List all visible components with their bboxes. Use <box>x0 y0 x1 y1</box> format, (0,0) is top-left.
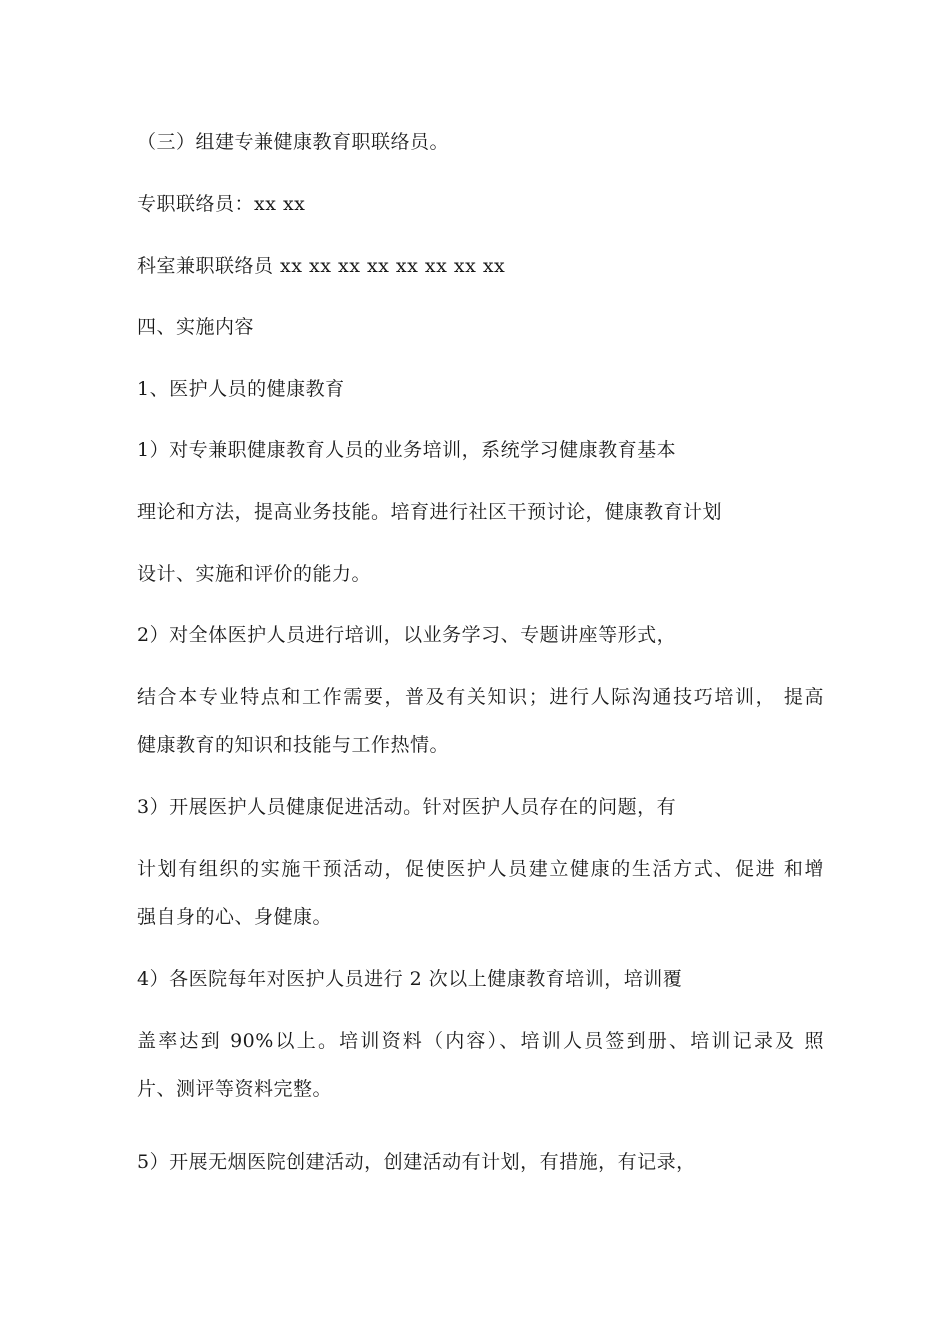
paragraph-line: 理论和方法，提高业务技能。培育进行社区干预讨论，健康教育计划 <box>137 501 723 523</box>
paragraph-line: 强自身的心、身健康。 <box>137 906 333 928</box>
paragraph-line: 4）各医院每年对医护人员进行 2 次以上健康教育培训，培训覆 <box>137 968 683 990</box>
section-heading-3: （三）组建专兼健康教育职联络员。 <box>137 131 450 153</box>
full-time-liaison-line: 专职联络员：xx xx <box>137 193 306 215</box>
paragraph-line: 计划有组织的实施干预活动，促使医护人员建立健康的生活方式、促进 和增 <box>137 858 824 880</box>
part-time-liaison-line: 科室兼职联络员 xx xx xx xx xx xx xx xx <box>137 255 506 277</box>
subheading-1: 1、医护人员的健康教育 <box>137 378 345 400</box>
chapter-heading-4: 四、实施内容 <box>137 316 255 338</box>
paragraph-line: 片、测评等资料完整。 <box>137 1078 333 1100</box>
paragraph-line: 5）开展无烟医院创建活动，创建活动有计划，有措施，有记录， <box>137 1151 696 1173</box>
paragraph-line: 结合本专业特点和工作需要，普及有关知识；进行人际沟通技巧培训， 提高 <box>137 686 824 708</box>
paragraph-line: 盖率达到 90%以上。培训资料（内容）、培训人员签到册、培训记录及 照 <box>137 1030 824 1052</box>
paragraph-line: 健康教育的知识和技能与工作热情。 <box>137 734 450 756</box>
paragraph-line: 2）对全体医护人员进行培训，以业务学习、专题讲座等形式， <box>137 624 677 646</box>
paragraph-line: 3）开展医护人员健康促进活动。针对医护人员存在的问题，有 <box>137 796 677 818</box>
paragraph-line: 设计、实施和评价的能力。 <box>137 563 372 585</box>
paragraph-line: 1）对专兼职健康教育人员的业务培训，系统学习健康教育基本 <box>137 439 677 461</box>
